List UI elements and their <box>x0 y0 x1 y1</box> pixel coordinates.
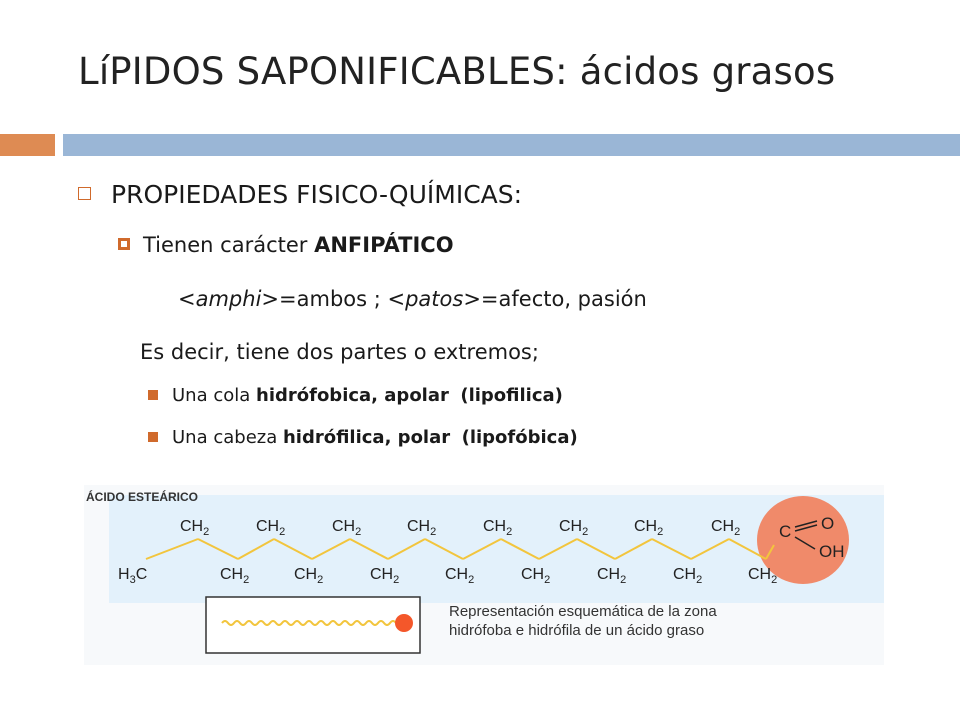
carboxyl-oxygen: O <box>821 514 835 533</box>
head-prefix: Una cabeza <box>172 427 283 448</box>
lt-symbol: < <box>178 287 196 311</box>
stearic-acid-figure <box>84 485 884 665</box>
methylene-group: $CH_2$ <box>711 518 741 538</box>
methylene-group: $CH_2$ <box>220 566 250 586</box>
head-bold: hidrófilica, polar <box>282 427 451 448</box>
methylene-group: $CH_2$ <box>673 566 703 586</box>
methyl-group: $H_3C$ <box>118 566 148 586</box>
term-amphi: amphi <box>195 287 262 311</box>
heading-text: PROPIEDADES FISICO-QUÍMICAS: <box>111 180 523 209</box>
title-divider-bar <box>63 134 960 156</box>
methylene-group: $CH_2$ <box>483 518 513 538</box>
tail-prefix: Una cola <box>172 385 256 406</box>
bullet-tail <box>148 385 563 406</box>
carboxyl-hydroxyl: OH <box>819 542 845 561</box>
methylene-group: $CH_2$ <box>407 518 437 538</box>
hydrophilic-head-ball <box>395 614 413 632</box>
legend-line-1: Representación esquemática de la zona <box>449 603 717 620</box>
lt-symbol: < <box>387 287 406 311</box>
tail-gap <box>449 385 460 406</box>
figure-caption: ÁCIDO ESTEÁRICO <box>86 490 199 504</box>
methylene-group: $CH_2$ <box>634 518 664 538</box>
bullet-heading <box>78 180 522 209</box>
tail-paren: (lipofilica) <box>460 385 563 406</box>
tail-bold: hidrófobica, apolar <box>256 385 449 406</box>
bullet-head <box>148 427 578 448</box>
legend-line-2: hidrófoba e hidrófila de un ácido graso <box>449 622 705 639</box>
point-prefix: Tienen carácter <box>143 233 315 257</box>
methylene-group: $CH_2$ <box>521 566 551 586</box>
methylene-group: $CH_2$ <box>370 566 400 586</box>
meaning-patos: >=afecto, pasión <box>463 287 647 311</box>
etymology-line <box>178 287 647 311</box>
head-paren: (lipofóbica) <box>461 427 578 448</box>
methylene-group: $CH_2$ <box>256 518 286 538</box>
carboxyl-carbon: C <box>779 522 792 541</box>
methylene-group: $CH_2$ <box>748 566 778 586</box>
methylene-group: $CH_2$ <box>559 518 589 538</box>
bullet-amphipathic <box>118 233 454 257</box>
head-gap <box>450 427 461 448</box>
explanation-text: Es decir, tiene dos partes o extremos; <box>140 340 539 364</box>
methylene-group: $CH_2$ <box>294 566 324 586</box>
slide-title: LíPIDOS SAPONIFICABLES: ácidos grasos <box>78 50 836 93</box>
methylene-group: $CH_2$ <box>332 518 362 538</box>
title-accent-bar <box>0 134 55 156</box>
methylene-group: $CH_2$ <box>445 566 475 586</box>
square-bullet-icon <box>118 238 130 250</box>
methylene-group: $CH_2$ <box>180 518 210 538</box>
point-bold: ANFIPÁTICO <box>314 233 454 257</box>
meaning-amphi: >=ambos ; <box>261 287 388 311</box>
term-patos: patos <box>405 287 464 311</box>
square-outline-bullet-icon <box>78 187 91 200</box>
square-bullet-icon <box>148 390 158 400</box>
square-bullet-icon <box>148 432 158 442</box>
methylene-group: $CH_2$ <box>597 566 627 586</box>
